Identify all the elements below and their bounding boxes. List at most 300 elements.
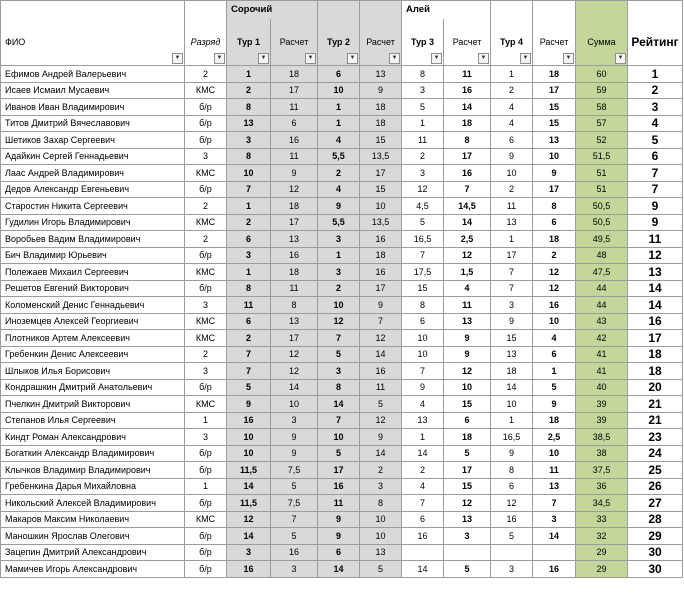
cell-tur4[interactable]: 7	[491, 280, 533, 297]
cell-tur4[interactable]: 9	[491, 313, 533, 330]
cell-calc2[interactable]: 13	[360, 544, 402, 561]
cell-sum[interactable]: 50,5	[576, 198, 628, 215]
cell-name[interactable]: Адайкин Сергей Геннадьевич	[1, 148, 185, 165]
cell-rating[interactable]: 12	[628, 247, 683, 264]
cell-calc2[interactable]: 9	[360, 429, 402, 446]
cell-calc4[interactable]: 11	[533, 462, 576, 479]
cell-tur3[interactable]: 8	[402, 297, 444, 314]
cell-sum[interactable]: 49,5	[576, 231, 628, 248]
filter-dropdown-icon[interactable]: ▼	[520, 53, 531, 64]
cell-rating[interactable]: 7	[628, 181, 683, 198]
cell-rank[interactable]: КМС	[185, 264, 227, 281]
cell-calc3[interactable]: 17	[444, 462, 491, 479]
cell-tur2[interactable]: 5	[318, 445, 360, 462]
cell-calc4[interactable]: 12	[533, 264, 576, 281]
cell-sum[interactable]: 57	[576, 115, 628, 132]
header-tur2[interactable]	[318, 19, 360, 66]
cell-rank[interactable]: 3	[185, 148, 227, 165]
cell-tur4[interactable]: 12	[491, 495, 533, 512]
cell-calc2[interactable]: 2	[360, 462, 402, 479]
cell-rating[interactable]: 17	[628, 330, 683, 347]
cell-calc2[interactable]: 13	[360, 66, 402, 83]
filter-dropdown-icon[interactable]: ▼	[431, 53, 442, 64]
cell-tur2[interactable]: 10	[318, 429, 360, 446]
cell-rank[interactable]: 2	[185, 346, 227, 363]
cell-tur1[interactable]: 16	[227, 412, 271, 429]
cell-rating[interactable]: 16	[628, 313, 683, 330]
cell-rating[interactable]: 5	[628, 132, 683, 149]
cell-calc2[interactable]: 9	[360, 82, 402, 99]
cell-calc3[interactable]: 12	[444, 495, 491, 512]
cell-sum[interactable]: 51	[576, 165, 628, 182]
cell-calc2[interactable]: 15	[360, 181, 402, 198]
cell-calc1[interactable]: 5	[271, 478, 318, 495]
cell-name[interactable]: Шетиков Захар Сергеевич	[1, 132, 185, 149]
cell-name[interactable]: Зацепин Дмитрий Александрович	[1, 544, 185, 561]
cell-tur3[interactable]: 2	[402, 148, 444, 165]
cell-calc3[interactable]: 14	[444, 214, 491, 231]
cell-rank[interactable]: б/р	[185, 561, 227, 578]
filter-dropdown-icon[interactable]: ▼	[389, 53, 400, 64]
cell-name[interactable]: Воробьев Вадим Владимирович	[1, 231, 185, 248]
cell-tur1[interactable]: 2	[227, 330, 271, 347]
cell-sum[interactable]: 50,5	[576, 214, 628, 231]
cell-tur4[interactable]: 14	[491, 379, 533, 396]
cell-tur1[interactable]: 8	[227, 280, 271, 297]
cell-sum[interactable]: 41	[576, 346, 628, 363]
cell-calc2[interactable]: 11	[360, 379, 402, 396]
cell-tur2[interactable]: 11	[318, 495, 360, 512]
cell-calc1[interactable]: 12	[271, 181, 318, 198]
cell-tur2[interactable]: 16	[318, 478, 360, 495]
cell-tur4[interactable]: 3	[491, 561, 533, 578]
cell-rating[interactable]: 9	[628, 198, 683, 215]
cell-calc3[interactable]: 18	[444, 429, 491, 446]
cell-tur3[interactable]: 17,5	[402, 264, 444, 281]
cell-tur3[interactable]: 7	[402, 363, 444, 380]
cell-rank[interactable]: б/р	[185, 495, 227, 512]
cell-tur2[interactable]: 3	[318, 264, 360, 281]
cell-tur3[interactable]: 10	[402, 330, 444, 347]
cell-name[interactable]: Гудилин Игорь Владимирович	[1, 214, 185, 231]
cell-calc1[interactable]: 3	[271, 561, 318, 578]
cell-calc3[interactable]: 3	[444, 528, 491, 545]
cell-rating[interactable]: 26	[628, 478, 683, 495]
cell-calc4[interactable]: 16	[533, 561, 576, 578]
cell-tur1[interactable]: 6	[227, 231, 271, 248]
cell-calc4[interactable]: 17	[533, 82, 576, 99]
cell-calc3[interactable]: 14,5	[444, 198, 491, 215]
filter-dropdown-icon[interactable]: ▼	[478, 53, 489, 64]
cell-calc1[interactable]: 12	[271, 363, 318, 380]
cell-sum[interactable]: 39	[576, 396, 628, 413]
cell-calc3[interactable]: 12	[444, 363, 491, 380]
header-rank[interactable]	[185, 19, 227, 66]
cell-rating[interactable]: 1	[628, 66, 683, 83]
cell-calc1[interactable]: 9	[271, 429, 318, 446]
cell-calc1[interactable]: 11	[271, 280, 318, 297]
filter-dropdown-icon[interactable]: ▼	[305, 53, 316, 64]
cell-tur4[interactable]: 9	[491, 148, 533, 165]
cell-tur3[interactable]: 4	[402, 478, 444, 495]
cell-name[interactable]: Шлыков Илья Борисович	[1, 363, 185, 380]
cell-tur1[interactable]: 2	[227, 214, 271, 231]
cell-calc2[interactable]: 13,5	[360, 214, 402, 231]
cell-rank[interactable]: б/р	[185, 181, 227, 198]
cell-rank[interactable]: КМС	[185, 396, 227, 413]
cell-tur3[interactable]: 3	[402, 82, 444, 99]
cell-tur4[interactable]: 2	[491, 82, 533, 99]
cell-rating[interactable]: 7	[628, 165, 683, 182]
cell-tur4[interactable]: 10	[491, 396, 533, 413]
cell-sum[interactable]: 38,5	[576, 429, 628, 446]
cell-calc1[interactable]: 16	[271, 544, 318, 561]
cell-calc4[interactable]: 15	[533, 99, 576, 116]
cell-tur3[interactable]: 15	[402, 280, 444, 297]
cell-sum[interactable]: 43	[576, 313, 628, 330]
cell-tur4[interactable]: 5	[491, 528, 533, 545]
cell-tur4[interactable]: 16	[491, 511, 533, 528]
header-tur1[interactable]	[227, 19, 271, 66]
cell-tur2[interactable]: 2	[318, 280, 360, 297]
cell-calc1[interactable]: 10	[271, 396, 318, 413]
cell-name[interactable]: Гребенкин Денис Алексеевич	[1, 346, 185, 363]
cell-tur3[interactable]: 7	[402, 247, 444, 264]
cell-calc4[interactable]: 2	[533, 247, 576, 264]
cell-calc1[interactable]: 14	[271, 379, 318, 396]
cell-name[interactable]: Макаров Максим Николаевич	[1, 511, 185, 528]
cell-calc3[interactable]: 18	[444, 115, 491, 132]
cell-tur2[interactable]: 1	[318, 115, 360, 132]
cell-tur4[interactable]: 9	[491, 445, 533, 462]
cell-rank[interactable]: КМС	[185, 511, 227, 528]
cell-calc1[interactable]: 9	[271, 445, 318, 462]
cell-calc4[interactable]: 10	[533, 445, 576, 462]
cell-rating[interactable]: 21	[628, 396, 683, 413]
cell-tur3[interactable]: 14	[402, 561, 444, 578]
cell-tur2[interactable]: 6	[318, 544, 360, 561]
cell-calc2[interactable]: 18	[360, 99, 402, 116]
cell-tur4[interactable]: 17	[491, 247, 533, 264]
cell-tur4[interactable]: 1	[491, 412, 533, 429]
cell-tur1[interactable]: 11,5	[227, 462, 271, 479]
cell-calc4[interactable]: 7	[533, 495, 576, 512]
cell-sum[interactable]: 44	[576, 280, 628, 297]
filter-dropdown-icon[interactable]: ▼	[172, 53, 183, 64]
cell-rating[interactable]: 6	[628, 148, 683, 165]
cell-calc3[interactable]: 10	[444, 379, 491, 396]
cell-calc3[interactable]: 11	[444, 66, 491, 83]
cell-calc3[interactable]: 13	[444, 313, 491, 330]
cell-sum[interactable]: 40	[576, 379, 628, 396]
cell-rating[interactable]: 21	[628, 412, 683, 429]
cell-tur2[interactable]: 3	[318, 363, 360, 380]
cell-rank[interactable]: 1	[185, 478, 227, 495]
cell-tur2[interactable]: 12	[318, 313, 360, 330]
cell-calc1[interactable]: 9	[271, 165, 318, 182]
cell-calc3[interactable]: 8	[444, 132, 491, 149]
header-calc1[interactable]	[271, 19, 318, 66]
header-name[interactable]	[1, 19, 185, 66]
cell-rating[interactable]: 14	[628, 297, 683, 314]
cell-rank[interactable]: б/р	[185, 99, 227, 116]
cell-rank[interactable]: б/р	[185, 462, 227, 479]
cell-sum[interactable]: 51,5	[576, 148, 628, 165]
cell-tur1[interactable]: 3	[227, 247, 271, 264]
cell-sum[interactable]: 38	[576, 445, 628, 462]
cell-tur1[interactable]: 7	[227, 181, 271, 198]
cell-calc4[interactable]: 15	[533, 115, 576, 132]
cell-rank[interactable]: б/р	[185, 115, 227, 132]
cell-tur1[interactable]: 10	[227, 445, 271, 462]
cell-calc4[interactable]: 9	[533, 165, 576, 182]
cell-tur4[interactable]: 18	[491, 363, 533, 380]
cell-calc4[interactable]: 17	[533, 181, 576, 198]
cell-tur1[interactable]: 3	[227, 544, 271, 561]
cell-calc2[interactable]: 16	[360, 363, 402, 380]
cell-tur1[interactable]: 1	[227, 264, 271, 281]
cell-tur1[interactable]: 14	[227, 478, 271, 495]
cell-rating[interactable]: 24	[628, 445, 683, 462]
cell-name[interactable]: Гребенкина Дарья Михайловна	[1, 478, 185, 495]
cell-calc2[interactable]: 10	[360, 511, 402, 528]
cell-calc1[interactable]: 7	[271, 511, 318, 528]
cell-tur3[interactable]: 13	[402, 412, 444, 429]
cell-tur4[interactable]: 2	[491, 181, 533, 198]
header-tur4[interactable]	[491, 19, 533, 66]
cell-tur2[interactable]: 5	[318, 346, 360, 363]
cell-tur3[interactable]: 6	[402, 313, 444, 330]
cell-tur4[interactable]: 13	[491, 214, 533, 231]
cell-tur4[interactable]: 4	[491, 99, 533, 116]
cell-calc2[interactable]: 9	[360, 297, 402, 314]
cell-tur2[interactable]: 9	[318, 511, 360, 528]
cell-calc2[interactable]: 16	[360, 264, 402, 281]
cell-tur3[interactable]: 5	[402, 99, 444, 116]
cell-tur1[interactable]: 7	[227, 346, 271, 363]
cell-tur3[interactable]: 16	[402, 528, 444, 545]
cell-calc3[interactable]: 13	[444, 511, 491, 528]
cell-rating[interactable]: 27	[628, 495, 683, 512]
cell-sum[interactable]: 36	[576, 478, 628, 495]
header-sum[interactable]	[576, 19, 628, 66]
cell-calc3[interactable]: 5	[444, 561, 491, 578]
cell-rank[interactable]: б/р	[185, 445, 227, 462]
cell-tur2[interactable]: 9	[318, 198, 360, 215]
header-calc2[interactable]	[360, 19, 402, 66]
cell-sum[interactable]: 52	[576, 132, 628, 149]
cell-calc4[interactable]: 2,5	[533, 429, 576, 446]
cell-tur3[interactable]: 1	[402, 429, 444, 446]
cell-tur1[interactable]: 12	[227, 511, 271, 528]
cell-tur1[interactable]: 13	[227, 115, 271, 132]
cell-tur2[interactable]: 1	[318, 99, 360, 116]
cell-tur2[interactable]: 3	[318, 231, 360, 248]
cell-sum[interactable]: 58	[576, 99, 628, 116]
cell-sum[interactable]: 51	[576, 181, 628, 198]
cell-name[interactable]: Плотников Артем Алексеевич	[1, 330, 185, 347]
cell-sum[interactable]: 59	[576, 82, 628, 99]
cell-calc3[interactable]: 15	[444, 396, 491, 413]
cell-calc2[interactable]: 12	[360, 412, 402, 429]
cell-calc4[interactable]: 16	[533, 297, 576, 314]
cell-sum[interactable]: 29	[576, 544, 628, 561]
cell-name[interactable]: Решетов Евгений Викторович	[1, 280, 185, 297]
cell-name[interactable]: Полежаев Михаил Сергеевич	[1, 264, 185, 281]
cell-calc2[interactable]: 5	[360, 561, 402, 578]
cell-calc1[interactable]: 8	[271, 297, 318, 314]
cell-tur4[interactable]	[491, 544, 533, 561]
cell-calc1[interactable]: 7,5	[271, 462, 318, 479]
cell-rank[interactable]: б/р	[185, 280, 227, 297]
cell-rank[interactable]: 1	[185, 412, 227, 429]
cell-calc1[interactable]: 18	[271, 198, 318, 215]
header-calc4[interactable]	[533, 19, 576, 66]
cell-calc3[interactable]: 15	[444, 478, 491, 495]
cell-tur1[interactable]: 10	[227, 165, 271, 182]
cell-calc1[interactable]: 18	[271, 264, 318, 281]
cell-rating[interactable]: 4	[628, 115, 683, 132]
cell-name[interactable]: Старостин Никита Сергеевич	[1, 198, 185, 215]
cell-tur1[interactable]: 3	[227, 132, 271, 149]
cell-name[interactable]: Бич Владимир Юрьевич	[1, 247, 185, 264]
cell-sum[interactable]: 33	[576, 511, 628, 528]
cell-calc3[interactable]: 14	[444, 99, 491, 116]
cell-calc3[interactable]: 9	[444, 330, 491, 347]
cell-tur1[interactable]: 7	[227, 363, 271, 380]
cell-tur1[interactable]: 16	[227, 561, 271, 578]
cell-calc3[interactable]: 7	[444, 181, 491, 198]
cell-calc4[interactable]: 18	[533, 66, 576, 83]
cell-calc1[interactable]: 18	[271, 66, 318, 83]
cell-calc4[interactable]: 18	[533, 412, 576, 429]
cell-tur3[interactable]: 2	[402, 462, 444, 479]
cell-sum[interactable]: 47,5	[576, 264, 628, 281]
cell-calc4[interactable]: 10	[533, 148, 576, 165]
cell-name[interactable]: Никольский Алексей Владимирович	[1, 495, 185, 512]
cell-tur2[interactable]: 7	[318, 412, 360, 429]
cell-sum[interactable]: 48	[576, 247, 628, 264]
cell-name[interactable]: Степанов Илья Сергеевич	[1, 412, 185, 429]
cell-tur1[interactable]: 2	[227, 82, 271, 99]
cell-tur1[interactable]: 14	[227, 528, 271, 545]
cell-tur1[interactable]: 8	[227, 99, 271, 116]
cell-rating[interactable]: 13	[628, 264, 683, 281]
cell-tur4[interactable]: 16,5	[491, 429, 533, 446]
cell-tur4[interactable]: 10	[491, 165, 533, 182]
cell-sum[interactable]: 29	[576, 561, 628, 578]
cell-calc4[interactable]: 9	[533, 396, 576, 413]
cell-rating[interactable]: 18	[628, 346, 683, 363]
cell-tur2[interactable]: 14	[318, 396, 360, 413]
cell-calc1[interactable]: 12	[271, 346, 318, 363]
cell-name[interactable]: Богаткин Александр Владимирович	[1, 445, 185, 462]
cell-sum[interactable]: 42	[576, 330, 628, 347]
cell-tur1[interactable]: 11,5	[227, 495, 271, 512]
cell-calc4[interactable]: 12	[533, 280, 576, 297]
cell-sum[interactable]: 34,5	[576, 495, 628, 512]
cell-sum[interactable]: 32	[576, 528, 628, 545]
cell-calc4[interactable]: 3	[533, 511, 576, 528]
cell-tur4[interactable]: 1	[491, 231, 533, 248]
cell-rank[interactable]: б/р	[185, 544, 227, 561]
cell-calc1[interactable]: 11	[271, 148, 318, 165]
cell-calc1[interactable]: 3	[271, 412, 318, 429]
cell-tur3[interactable]: 12	[402, 181, 444, 198]
cell-tur2[interactable]: 17	[318, 462, 360, 479]
cell-calc2[interactable]: 14	[360, 445, 402, 462]
cell-tur3[interactable]: 1	[402, 115, 444, 132]
cell-calc2[interactable]: 15	[360, 132, 402, 149]
cell-tur2[interactable]: 1	[318, 247, 360, 264]
header-rating[interactable]	[628, 19, 683, 66]
cell-rating[interactable]: 20	[628, 379, 683, 396]
cell-calc1[interactable]: 5	[271, 528, 318, 545]
cell-rank[interactable]: КМС	[185, 313, 227, 330]
filter-dropdown-icon[interactable]: ▼	[347, 53, 358, 64]
cell-name[interactable]: Титов Дмитрий Вячеславович	[1, 115, 185, 132]
cell-tur4[interactable]: 3	[491, 297, 533, 314]
cell-calc4[interactable]: 4	[533, 330, 576, 347]
cell-tur4[interactable]: 4	[491, 115, 533, 132]
cell-tur2[interactable]: 8	[318, 379, 360, 396]
cell-calc1[interactable]: 17	[271, 214, 318, 231]
filter-dropdown-icon[interactable]: ▼	[615, 53, 626, 64]
cell-rating[interactable]: 23	[628, 429, 683, 446]
cell-rating[interactable]: 30	[628, 544, 683, 561]
cell-rank[interactable]: КМС	[185, 165, 227, 182]
cell-calc3[interactable]: 17	[444, 148, 491, 165]
cell-tur4[interactable]: 6	[491, 132, 533, 149]
cell-name[interactable]: Мамичев Игорь Александрович	[1, 561, 185, 578]
cell-calc1[interactable]: 17	[271, 330, 318, 347]
cell-tur4[interactable]: 7	[491, 264, 533, 281]
cell-tur2[interactable]: 9	[318, 528, 360, 545]
cell-tur1[interactable]: 10	[227, 429, 271, 446]
cell-tur2[interactable]: 7	[318, 330, 360, 347]
cell-name[interactable]: Кондрашкин Дмитрий Анатольевич	[1, 379, 185, 396]
cell-calc1[interactable]: 6	[271, 115, 318, 132]
filter-dropdown-icon[interactable]: ▼	[214, 53, 225, 64]
cell-tur2[interactable]: 5,5	[318, 148, 360, 165]
cell-rank[interactable]: б/р	[185, 528, 227, 545]
cell-calc2[interactable]: 8	[360, 495, 402, 512]
cell-rank[interactable]: КМС	[185, 214, 227, 231]
cell-tur1[interactable]: 11	[227, 297, 271, 314]
cell-tur2[interactable]: 2	[318, 165, 360, 182]
cell-tur4[interactable]: 6	[491, 478, 533, 495]
cell-name[interactable]: Дедов Александр Евгеньевич	[1, 181, 185, 198]
cell-sum[interactable]: 41	[576, 363, 628, 380]
cell-rating[interactable]: 3	[628, 99, 683, 116]
filter-dropdown-icon[interactable]: ▼	[258, 53, 269, 64]
cell-rank[interactable]: 3	[185, 429, 227, 446]
cell-tur2[interactable]: 14	[318, 561, 360, 578]
cell-rank[interactable]: б/р	[185, 132, 227, 149]
cell-calc3[interactable]: 1,5	[444, 264, 491, 281]
cell-tur2[interactable]: 6	[318, 66, 360, 83]
cell-tur3[interactable]: 7	[402, 495, 444, 512]
cell-name[interactable]: Исаев Исмаил Мусаевич	[1, 82, 185, 99]
cell-name[interactable]: Иноземцев Алексей Георгиевич	[1, 313, 185, 330]
cell-calc2[interactable]: 18	[360, 115, 402, 132]
cell-rank[interactable]: б/р	[185, 379, 227, 396]
cell-name[interactable]: Коломенский Денис Геннадьевич	[1, 297, 185, 314]
cell-tur3[interactable]: 4,5	[402, 198, 444, 215]
cell-tur4[interactable]: 13	[491, 346, 533, 363]
cell-calc2[interactable]: 14	[360, 346, 402, 363]
cell-sum[interactable]: 44	[576, 297, 628, 314]
